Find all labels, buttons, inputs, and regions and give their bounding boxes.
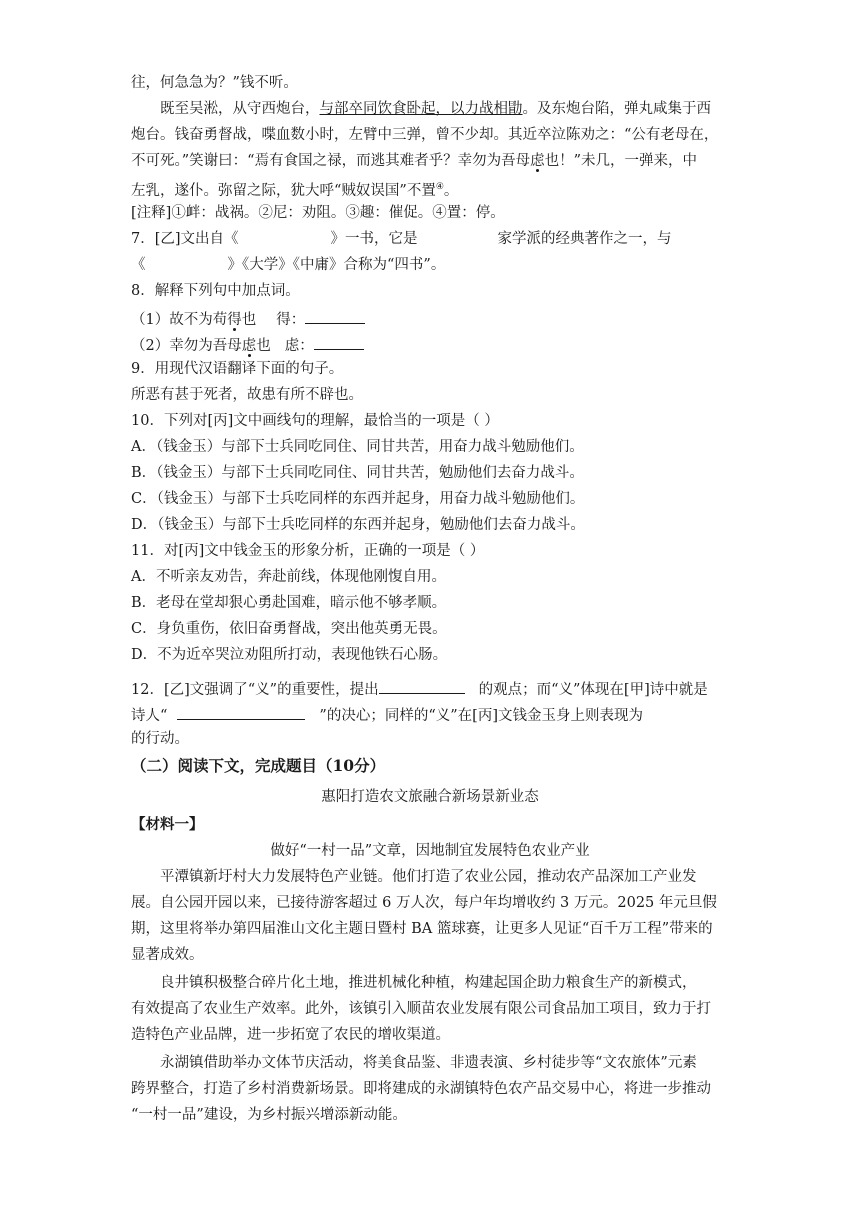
paragraph-1	[160, 867, 760, 889]
article-title	[0, 787, 860, 809]
option-text: B．（钱金玉）与部下士兵同吃同住、同甘共苦，勉励他们去奋力战斗。	[131, 465, 584, 481]
q8-item-2	[131, 333, 731, 355]
option-a[interactable]	[131, 437, 731, 459]
option-text: D．不为近卒哭泣劝阻所打动，表现他铁石心肠。	[131, 647, 448, 663]
question-9	[131, 359, 731, 381]
q8-label: 得：	[276, 312, 306, 328]
paragraph-text: 良井镇积极整合碎片化土地，推进机械化种植，构建起国企助力粮食生产的新模式，	[160, 975, 697, 991]
q10-stem: 10．下列对[丙]文中画线句的理解，最恰当的一项是（ ）	[131, 413, 499, 429]
option-text: C．身负重伤，依旧奋勇督战，突出他英勇无畏。	[131, 621, 447, 637]
passage-text: 不可死。”笑谢曰：“焉有食国之禄，而逃其难者乎？幸勿为吾母	[131, 153, 531, 169]
option-text: A．不听亲友劝告，奔赴前线，体现他刚愎自用。	[131, 569, 446, 585]
q8-text: （2）幸勿为吾母	[131, 338, 242, 354]
passage-line	[160, 99, 760, 121]
section-heading	[131, 756, 731, 778]
material-subtitle-text: 做好“一村一品”文章，因地制宜发展特色农业产业	[270, 843, 590, 859]
q12-text: 的观点；而“义”体现在[甲]诗中就是	[478, 682, 708, 698]
option-text: B．老母在堂却狠心勇赴国难，暗示他不够孝顺。	[131, 595, 447, 611]
paragraph-text: 造特色产业品牌，进一步拓宽了农民的增收渠道。	[131, 1027, 450, 1043]
passage-text: 也！”未几，一弹来，中	[544, 153, 697, 169]
passage-text: 既至吴淞，从守西炮台，	[160, 101, 320, 117]
q7-text: 《	[131, 257, 146, 273]
q7-text: 7．[乙]文出自《	[131, 231, 239, 247]
passage-text: 。	[443, 182, 459, 199]
material-subtitle	[0, 841, 860, 863]
question-7	[131, 229, 731, 251]
paragraph-3	[131, 1079, 731, 1101]
q12-text: 诗人“	[131, 708, 168, 724]
passage-line	[131, 151, 731, 173]
material-label	[131, 815, 731, 837]
option-d[interactable]	[131, 645, 731, 667]
q9-sentence	[131, 385, 731, 407]
dotted-word: 虑	[241, 338, 257, 354]
q8-label: 虑：	[284, 338, 314, 354]
q8-stem: 8．解释下列句中加点词。	[131, 283, 300, 299]
passage-text: 左乳，遂仆。弥留之际，犹大呼“贼奴误国”不置	[131, 182, 436, 199]
paragraph-3	[160, 1053, 760, 1075]
paragraph-text: 跨界整合，打造了乡村消费新场景。即将建成的永湖镇特色农产品交易中心，将进一步推动	[131, 1081, 711, 1097]
dotted-word: 得	[227, 312, 242, 328]
q7-text: 》一书，它是	[330, 231, 418, 247]
option-b[interactable]	[131, 593, 731, 615]
paragraph-text: “一村一品”建设，为乡村振兴增添新动能。	[131, 1107, 407, 1123]
paragraph-text: 平潭镇新圩村大力发展特色产业链。他们打造了农业公园，推动农产品深加工产业发	[160, 869, 697, 885]
question-12-line2	[131, 703, 731, 725]
answer-blank[interactable]	[305, 307, 365, 324]
paragraph-2	[131, 999, 731, 1021]
option-d[interactable]	[131, 515, 731, 537]
option-c[interactable]	[131, 489, 731, 511]
q12-text: 12．[乙]文强调了“义”的重要性，提出	[131, 682, 379, 698]
paragraph-1	[131, 919, 731, 941]
q12-text: 的行动。	[131, 731, 189, 747]
dotted-word: 虑	[530, 153, 545, 169]
q8-text: 也	[241, 312, 257, 328]
paragraph-text: 期，这里将举办第四届淮山文化主题日暨村 BA 篮球赛，让更多人见证“百千万工程”带来的	[131, 921, 713, 937]
answer-blank[interactable]	[177, 703, 305, 720]
passage-line	[131, 177, 731, 199]
answer-blank[interactable]	[314, 333, 364, 350]
question-11	[131, 541, 731, 563]
option-text: D．（钱金玉）与部下士兵吃同样的东西并起身，勉励他们去奋力战斗。	[131, 517, 585, 533]
footnote-marker: ④	[435, 182, 444, 192]
paragraph-text: 显著成效。	[131, 947, 204, 963]
question-8	[131, 281, 731, 303]
q9-text: 所恶有甚于死者，故患有所不辟也。	[131, 387, 363, 403]
question-12-line3	[131, 729, 731, 751]
underlined-sentence: 与部卒同饮食卧起，以力战相勖	[319, 101, 523, 117]
paragraph-1	[131, 945, 731, 967]
option-b[interactable]	[131, 463, 731, 485]
q8-item-1	[131, 307, 731, 329]
paragraph-3	[131, 1105, 731, 1127]
q7-text: 家学派的经典著作之一，与	[497, 231, 672, 247]
q9-stem: 9．用现代汉语翻译下面的句子。	[131, 361, 344, 377]
section-heading-text: （二）阅读下文，完成题目（10分）	[131, 756, 386, 775]
paragraph-1	[131, 893, 731, 915]
q8-text: （1）故不为苟	[131, 312, 228, 328]
q7-text: 》《大学》《中庸》合称为“四书”。	[227, 257, 446, 273]
passage-text: 往，何急急为？”钱不听。	[131, 75, 298, 91]
notes-text: [注释]①衅：战祸。②尼：劝阻。③趣：催促。④置：停。	[131, 205, 505, 221]
question-10	[131, 411, 731, 433]
answer-blank[interactable]	[379, 677, 465, 694]
paragraph-2	[131, 1025, 731, 1047]
article-title-text: 惠阳打造农文旅融合新场景新业态	[321, 789, 539, 805]
question-12	[131, 677, 731, 699]
option-c[interactable]	[131, 619, 731, 641]
option-a[interactable]	[131, 567, 731, 589]
question-7-line2	[131, 255, 731, 277]
paragraph-text: 永湖镇借助举办文体节庆活动，将美食品鉴、非遗表演、乡村徒步等“文农旅体”元素	[160, 1055, 697, 1071]
paragraph-2	[160, 973, 760, 995]
passage-line	[131, 73, 731, 95]
paragraph-text: 有效提高了农业生产效率。此外，该镇引入顺苗农业发展有限公司食品加工项目，致力于打	[131, 1001, 711, 1017]
paragraph-text: 展。自公园开园以来，已接待游客超过 6 万人次，每户年均增收约 3 万元。2025 年元旦假	[131, 895, 717, 911]
option-text: A．（钱金玉）与部下士兵同吃同住、同甘共苦，用奋力战斗勉励他们。	[131, 439, 584, 455]
option-text: C．（钱金玉）与部下士兵吃同样的东西并起身，用奋力战斗勉励他们。	[131, 491, 585, 507]
passage-text: 炮台。钱奋勇督战，喋血数小时，左臂中三弹，曾不少却。其近卒泣陈劝之：“公有老母在，	[131, 127, 719, 143]
material-label-text: 【材料一】	[131, 816, 204, 833]
q11-stem: 11．对[丙]文中钱金玉的形象分析，正确的一项是（ ）	[131, 543, 485, 559]
passage-line	[131, 125, 731, 147]
q12-text: ”的决心；同样的“义”在[丙]文钱金玉身上则表现为	[319, 708, 643, 724]
passage-text: 。及东炮台陷，弹丸咸集于西	[522, 101, 711, 117]
notes	[131, 203, 731, 225]
q8-text: 也	[256, 338, 271, 354]
